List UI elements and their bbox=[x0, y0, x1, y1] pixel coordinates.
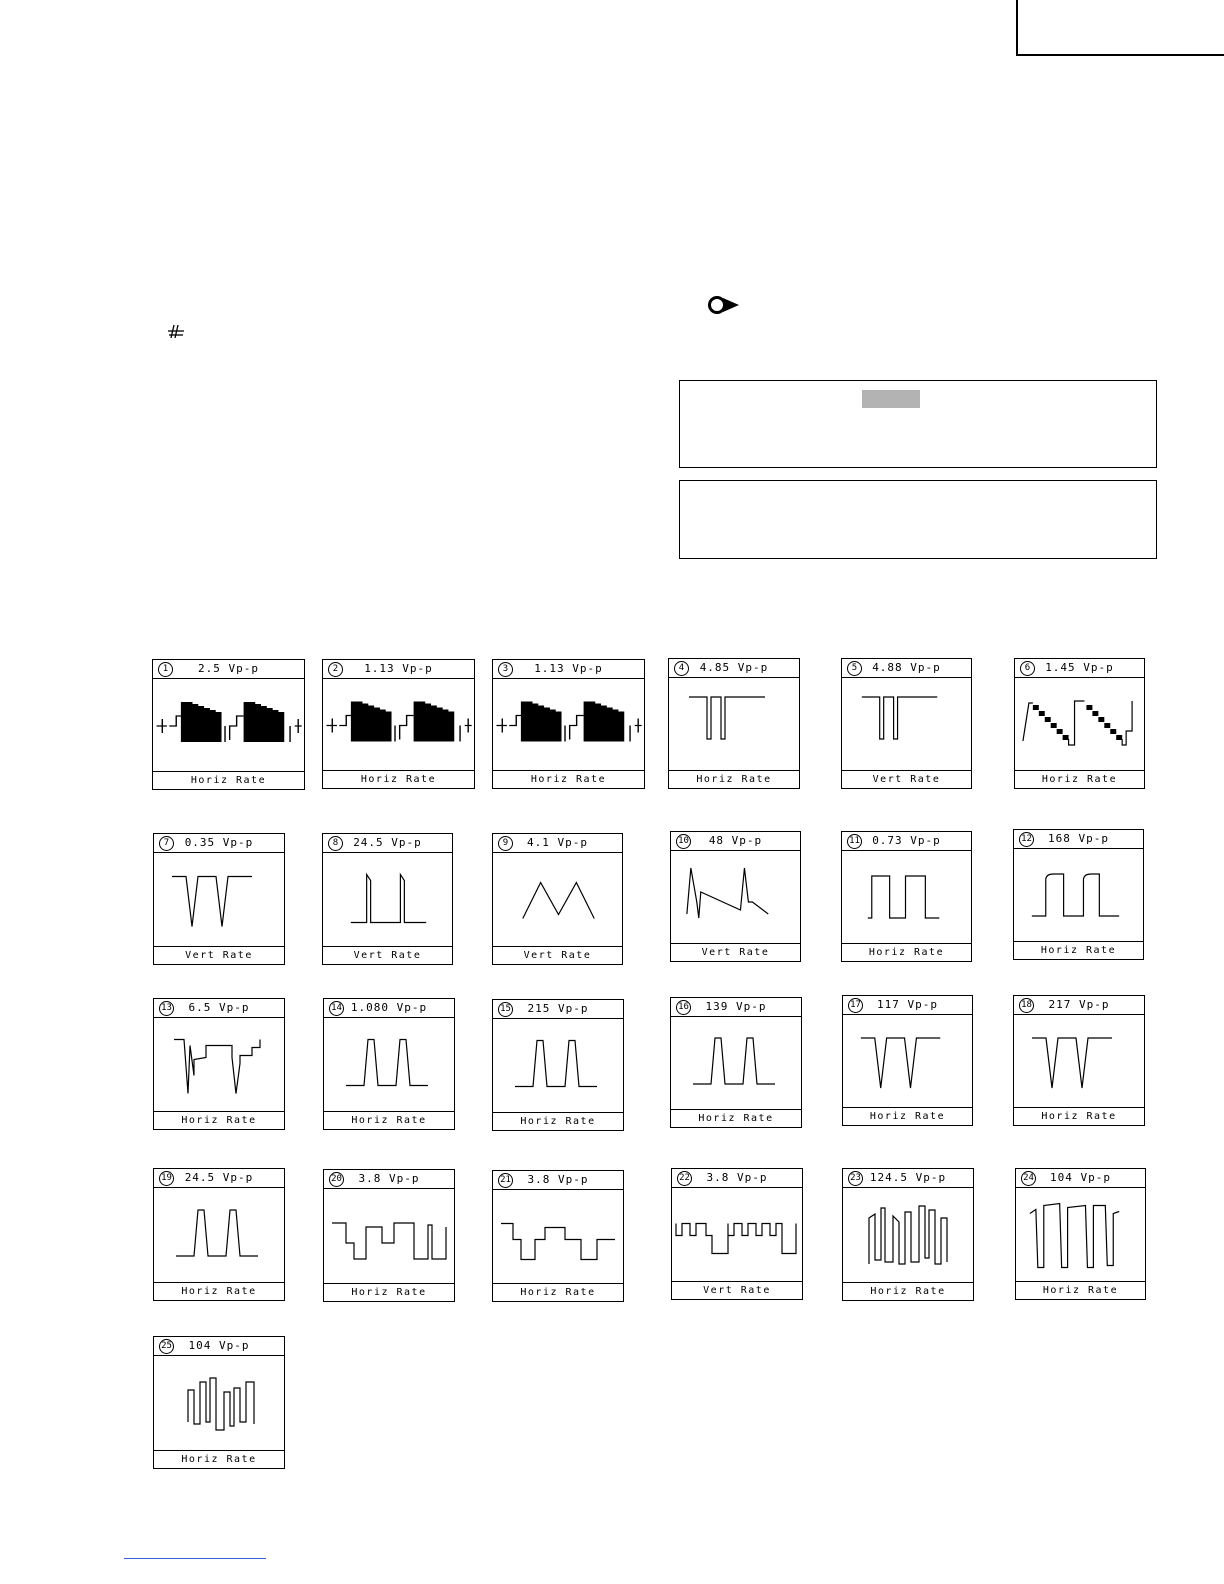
waveform-voltage: 24.5 Vp-p bbox=[353, 836, 422, 849]
waveform-trace bbox=[843, 1188, 973, 1284]
waveform-voltage: 1.13 Vp-p bbox=[534, 662, 603, 675]
waveform-panel bbox=[1015, 1168, 1146, 1300]
waveform-trace bbox=[493, 853, 622, 948]
test-point-icon bbox=[706, 292, 742, 318]
waveform-panel bbox=[323, 1169, 455, 1302]
waveform-voltage: 2.5 Vp-p bbox=[198, 662, 259, 675]
waveform-number: 12 bbox=[1019, 832, 1034, 847]
waveform-rate: Horiz Rate bbox=[154, 1282, 284, 1300]
waveform-rate: Horiz Rate bbox=[323, 770, 474, 788]
waveform-number: 21 bbox=[498, 1173, 513, 1188]
waveform-header bbox=[671, 998, 801, 1017]
waveform-number: 17 bbox=[848, 998, 863, 1013]
waveform-header bbox=[1015, 659, 1144, 678]
waveform-rate: Vert Rate bbox=[493, 946, 622, 964]
waveform-voltage: 1.13 Vp-p bbox=[364, 662, 433, 675]
waveform-voltage: 4.88 Vp-p bbox=[872, 661, 941, 674]
waveform-number: 5 bbox=[847, 661, 862, 676]
waveform-voltage: 3.8 Vp-p bbox=[706, 1171, 768, 1184]
waveform-trace bbox=[672, 1188, 802, 1283]
waveform-voltage: 124.5 Vp-p bbox=[869, 1171, 947, 1184]
waveform-voltage: 0.35 Vp-p bbox=[184, 836, 254, 849]
waveform-number: 24 bbox=[1021, 1171, 1036, 1186]
waveform-panel bbox=[842, 1168, 974, 1301]
waveform-number: 3 bbox=[498, 662, 513, 677]
waveform-header bbox=[154, 1337, 284, 1356]
waveform-header bbox=[493, 1171, 623, 1190]
waveform-voltage: 3.8 Vp-p bbox=[527, 1173, 589, 1186]
waveform-panel bbox=[152, 659, 305, 790]
waveform-header bbox=[493, 660, 644, 679]
waveform-trace bbox=[324, 1189, 454, 1285]
waveform-header bbox=[323, 834, 452, 853]
waveform-number: 9 bbox=[498, 836, 513, 851]
waveform-panel bbox=[322, 833, 453, 965]
waveform-panel bbox=[1013, 995, 1145, 1126]
waveform-trace bbox=[1014, 849, 1143, 943]
waveform-panel bbox=[670, 997, 802, 1128]
waveform-rate: Horiz Rate bbox=[843, 1107, 972, 1125]
waveform-trace bbox=[669, 678, 799, 772]
waveform-number: 10 bbox=[676, 834, 691, 849]
waveform-number: 19 bbox=[159, 1171, 174, 1186]
waveform-header bbox=[1014, 830, 1143, 849]
waveform-header bbox=[493, 834, 622, 853]
waveform-trace bbox=[154, 1356, 284, 1452]
waveform-voltage: 4.1 Vp-p bbox=[527, 836, 588, 849]
waveform-number: 20 bbox=[329, 1172, 344, 1187]
page-corner-box bbox=[1016, 0, 1224, 56]
waveform-number: 25 bbox=[159, 1339, 174, 1354]
waveform-trace bbox=[671, 851, 800, 945]
waveform-rate: Horiz Rate bbox=[1014, 941, 1143, 959]
waveform-rate: Horiz Rate bbox=[153, 771, 304, 789]
waveform-trace bbox=[1015, 678, 1144, 772]
waveform-number: 6 bbox=[1020, 661, 1035, 676]
highlight-tab bbox=[862, 390, 920, 408]
waveform-rate: Vert Rate bbox=[154, 946, 284, 964]
waveform-trace bbox=[671, 1017, 801, 1111]
waveform-panel bbox=[323, 998, 455, 1130]
waveform-trace bbox=[842, 678, 971, 772]
waveform-panel bbox=[153, 998, 285, 1130]
waveform-panel bbox=[153, 1336, 285, 1469]
waveform-rate: Horiz Rate bbox=[843, 1282, 973, 1300]
waveform-rate: Horiz Rate bbox=[1014, 1107, 1144, 1125]
waveform-rate: Horiz Rate bbox=[493, 1283, 623, 1301]
waveform-trace bbox=[153, 679, 304, 773]
waveform-panel bbox=[1013, 829, 1144, 960]
waveform-rate: Vert Rate bbox=[671, 943, 800, 961]
waveform-trace bbox=[1016, 1188, 1145, 1283]
waveform-voltage: 3.8 Vp-p bbox=[358, 1172, 420, 1185]
waveform-voltage: 1.45 Vp-p bbox=[1045, 661, 1114, 674]
waveform-number: 13 bbox=[159, 1001, 174, 1016]
waveform-trace bbox=[493, 1190, 623, 1285]
waveform-voltage: 139 Vp-p bbox=[705, 1000, 767, 1013]
waveform-number: 23 bbox=[848, 1171, 863, 1186]
waveform-panel bbox=[153, 1168, 285, 1301]
waveform-rate: Horiz Rate bbox=[1015, 770, 1144, 788]
waveform-header bbox=[493, 1000, 623, 1019]
waveform-panel bbox=[492, 659, 645, 789]
waveform-trace bbox=[493, 1019, 623, 1114]
waveform-panel bbox=[492, 1170, 624, 1302]
waveform-voltage: 104 Vp-p bbox=[188, 1339, 250, 1352]
waveform-number: 16 bbox=[676, 1000, 691, 1015]
waveform-number: 22 bbox=[677, 1171, 692, 1186]
waveform-voltage: 6.5 Vp-p bbox=[188, 1001, 250, 1014]
waveform-panel bbox=[668, 658, 800, 789]
waveform-trace bbox=[843, 1015, 972, 1109]
footer-rule bbox=[124, 1558, 266, 1559]
waveform-rate: Horiz Rate bbox=[671, 1109, 801, 1127]
waveform-number: 11 bbox=[847, 834, 862, 849]
waveform-rate: Horiz Rate bbox=[669, 770, 799, 788]
waveform-voltage: 168 Vp-p bbox=[1048, 832, 1109, 845]
waveform-voltage: 48 Vp-p bbox=[708, 834, 763, 847]
waveform-voltage: 217 Vp-p bbox=[1048, 998, 1110, 1011]
waveform-trace bbox=[842, 851, 971, 945]
waveform-header bbox=[842, 659, 971, 678]
waveform-trace bbox=[154, 1018, 284, 1113]
waveform-trace bbox=[1014, 1015, 1144, 1109]
waveform-panel bbox=[670, 831, 801, 962]
waveform-header bbox=[154, 1169, 284, 1188]
waveform-number: 15 bbox=[498, 1002, 513, 1017]
waveform-number: 7 bbox=[159, 836, 174, 851]
waveform-voltage: 1.080 Vp-p bbox=[350, 1001, 428, 1014]
waveform-header bbox=[1016, 1169, 1145, 1188]
waveform-voltage: 215 Vp-p bbox=[527, 1002, 589, 1015]
waveform-rate: Horiz Rate bbox=[154, 1111, 284, 1129]
waveform-number: 18 bbox=[1019, 998, 1034, 1013]
waveform-rate: Horiz Rate bbox=[154, 1450, 284, 1468]
waveform-rate: Vert Rate bbox=[323, 946, 452, 964]
waveform-rate: Horiz Rate bbox=[493, 770, 644, 788]
waveform-trace bbox=[493, 679, 644, 772]
waveform-number: 8 bbox=[328, 836, 343, 851]
waveform-panel bbox=[153, 833, 285, 965]
waveform-voltage: 24.5 Vp-p bbox=[184, 1171, 254, 1184]
waveform-voltage: 117 Vp-p bbox=[877, 998, 938, 1011]
waveform-number: 2 bbox=[328, 662, 343, 677]
waveform-voltage: 0.73 Vp-p bbox=[872, 834, 941, 847]
waveform-number: 1 bbox=[158, 662, 173, 677]
waveform-rate: Horiz Rate bbox=[493, 1112, 623, 1130]
waveform-rate: Vert Rate bbox=[672, 1281, 802, 1299]
waveform-header bbox=[843, 1169, 973, 1188]
waveform-header bbox=[669, 659, 799, 678]
waveform-header bbox=[843, 996, 972, 1015]
waveform-trace bbox=[154, 853, 284, 948]
waveform-rate: Horiz Rate bbox=[1016, 1281, 1145, 1299]
waveform-header bbox=[154, 999, 284, 1018]
waveform-panel bbox=[671, 1168, 803, 1300]
waveform-panel bbox=[492, 999, 624, 1131]
waveform-panel bbox=[841, 831, 972, 962]
waveform-voltage: 104 Vp-p bbox=[1050, 1171, 1111, 1184]
waveform-number: 14 bbox=[329, 1001, 344, 1016]
waveform-header bbox=[154, 834, 284, 853]
waveform-voltage: 4.85 Vp-p bbox=[699, 661, 769, 674]
waveform-panel bbox=[841, 658, 972, 789]
waveform-panel bbox=[492, 833, 623, 965]
ground-symbol-icon bbox=[166, 322, 186, 340]
waveform-trace bbox=[323, 853, 452, 948]
waveform-rate: Horiz Rate bbox=[324, 1283, 454, 1301]
waveform-header bbox=[324, 999, 454, 1018]
waveform-rate: Horiz Rate bbox=[842, 943, 971, 961]
note-box-2 bbox=[679, 480, 1157, 559]
waveform-rate: Vert Rate bbox=[842, 770, 971, 788]
waveform-trace bbox=[324, 1018, 454, 1113]
waveform-header bbox=[323, 660, 474, 679]
waveform-panel bbox=[1014, 658, 1145, 789]
waveform-header bbox=[671, 832, 800, 851]
waveform-panel bbox=[842, 995, 973, 1126]
waveform-trace bbox=[323, 679, 474, 772]
waveform-header bbox=[1014, 996, 1144, 1015]
waveform-panel bbox=[322, 659, 475, 789]
waveform-number: 4 bbox=[674, 661, 689, 676]
waveform-trace bbox=[154, 1188, 284, 1284]
waveform-header bbox=[672, 1169, 802, 1188]
waveform-header bbox=[153, 660, 304, 679]
waveform-header bbox=[324, 1170, 454, 1189]
waveform-header bbox=[842, 832, 971, 851]
waveform-rate: Horiz Rate bbox=[324, 1111, 454, 1129]
